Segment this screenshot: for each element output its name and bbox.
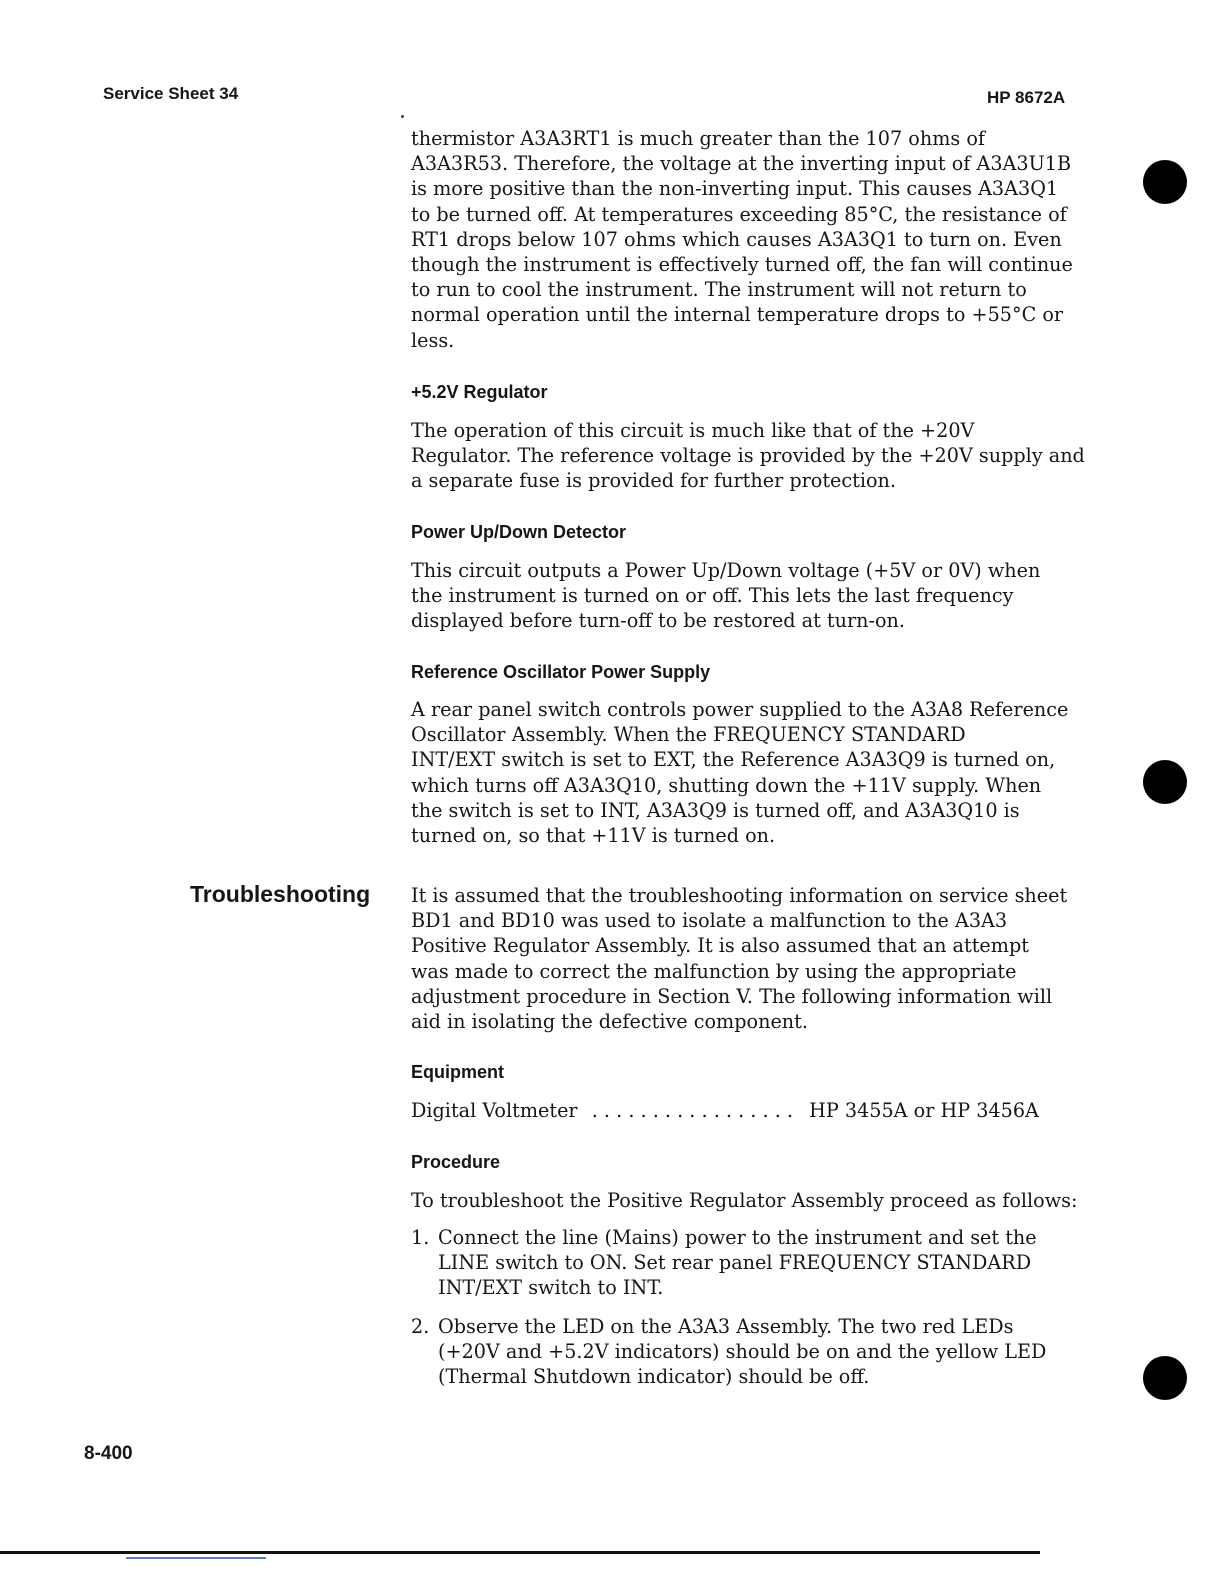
text-line: the instrument is turned on or off. This lets the last frequency: [411, 584, 1014, 608]
equipment-model: HP 3455A or HP 3456A: [809, 1099, 1039, 1122]
text-line: INT/EXT switch is set to EXT, the Reference A3A3Q9 is turned on,: [411, 748, 1056, 772]
intro-paragraph: [411, 126, 1091, 353]
text-line: was made to correct the malfunction by using the appropriate: [411, 959, 1017, 983]
text-line: The operation of this circuit is much like that of the +20V: [411, 419, 975, 442]
step-text: [438, 1225, 1037, 1301]
binder-hole: [1143, 760, 1187, 804]
procedure-intro: [411, 1188, 1091, 1213]
header-service-sheet: Service Sheet 34: [103, 84, 239, 103]
text-line: is more positive than the non-inverting input. This causes A3A3Q1: [411, 177, 1059, 201]
text-line: (Thermal Shutdown indicator) should be off.: [438, 1365, 870, 1389]
equipment-leader: . . . . . . . . . . . . . . . . .: [591, 1099, 793, 1122]
step-number: 1.: [411, 1226, 430, 1249]
text-line: BD1 and BD10 was used to isolate a malfunction to the A3A3: [411, 909, 1008, 933]
text-line: aid in isolating the defective component.: [411, 1010, 808, 1034]
step-text: [438, 1314, 1046, 1390]
text-line: Observe the LED on the A3A3 Assembly. The two red LEDs: [438, 1315, 1014, 1338]
text-line: though the instrument is effectively turned off, the fan will continue: [411, 253, 1073, 277]
text-line: to run to cool the instrument. The instrument will not return to: [411, 278, 1027, 302]
binder-hole: [1143, 160, 1187, 204]
text-line: RT1 drops below 107 ohms which causes A3A3Q1 to turn on. Even: [411, 227, 1062, 251]
text-line: It is assumed that the troubleshooting information on service sheet: [411, 884, 1068, 907]
equipment-row: [411, 1098, 1091, 1123]
binder-hole: [1143, 1356, 1187, 1400]
troubleshooting-heading: Troubleshooting: [190, 881, 371, 907]
header-model: HP 8672A: [987, 88, 1066, 107]
text-line: the switch is set to INT, A3A3Q9 is turned off, and A3A3Q10 is: [411, 798, 1020, 822]
text-line: This circuit outputs a Power Up/Down voltage (+5V or 0V) when: [411, 559, 1041, 582]
ref-osc-heading: Reference Oscillator Power Supply: [411, 662, 711, 682]
text-line: adjustment procedure in Section V. The following information will: [411, 984, 1053, 1008]
text-line: Connect the line (Mains) power to the instrument and set the: [438, 1226, 1037, 1249]
page-number: 8-400: [84, 1443, 133, 1464]
text-line: normal operation until the internal temperature drops to +55°C or: [411, 303, 1064, 327]
equipment-item: Digital Voltmeter: [411, 1099, 578, 1122]
text-line: less.: [411, 328, 455, 352]
text-line: Positive Regulator Assembly. It is also assumed that an attempt: [411, 934, 1029, 958]
footer-accent-rule: [126, 1557, 266, 1559]
text-line: A rear panel switch controls power supplied to the A3A8 Reference: [411, 698, 1069, 721]
text-line: Oscillator Assembly. When the FREQUENCY STANDARD: [411, 723, 966, 747]
text-line: thermistor A3A3RT1 is much greater than the 107 ohms of: [411, 127, 985, 150]
text-line: which turns off A3A3Q10, shutting down the +11V supply. When: [411, 773, 1042, 797]
power-detector-paragraph: [411, 558, 1091, 634]
step-number: 2.: [411, 1315, 430, 1338]
troubleshooting-paragraph: [411, 883, 1091, 1034]
text-line: displayed before turn-off to be restored at turn-on.: [411, 609, 905, 633]
stray-mark: [401, 115, 404, 118]
text-line: Regulator. The reference voltage is provided by the +20V supply and: [411, 444, 1085, 468]
text-line: (+20V and +5.2V indicators) should be on and the yellow LED: [438, 1340, 1047, 1364]
regulator-paragraph: [411, 418, 1091, 494]
text-line: to be turned off. At temperatures exceeding 85°C, the resistance of: [411, 202, 1067, 226]
regulator-heading: +5.2V Regulator: [411, 382, 548, 402]
ref-osc-paragraph: [411, 697, 1091, 848]
text-line: INT/EXT switch to INT.: [438, 1276, 664, 1300]
equipment-heading: Equipment: [411, 1062, 504, 1082]
footer-rule: [0, 1551, 1040, 1554]
text-line: a separate fuse is provided for further protection.: [411, 469, 897, 493]
power-detector-heading: Power Up/Down Detector: [411, 522, 627, 542]
text-line: LINE switch to ON. Set rear panel FREQUENCY STANDARD: [438, 1251, 1032, 1275]
text-line: turned on, so that +11V is turned on.: [411, 824, 776, 848]
text-line: A3A3R53. Therefore, the voltage at the inverting input of A3A3U1B: [411, 152, 1072, 176]
text-line: To troubleshoot the Positive Regulator Assembly proceed as follows:: [411, 1189, 1078, 1212]
procedure-heading: Procedure: [411, 1152, 501, 1172]
